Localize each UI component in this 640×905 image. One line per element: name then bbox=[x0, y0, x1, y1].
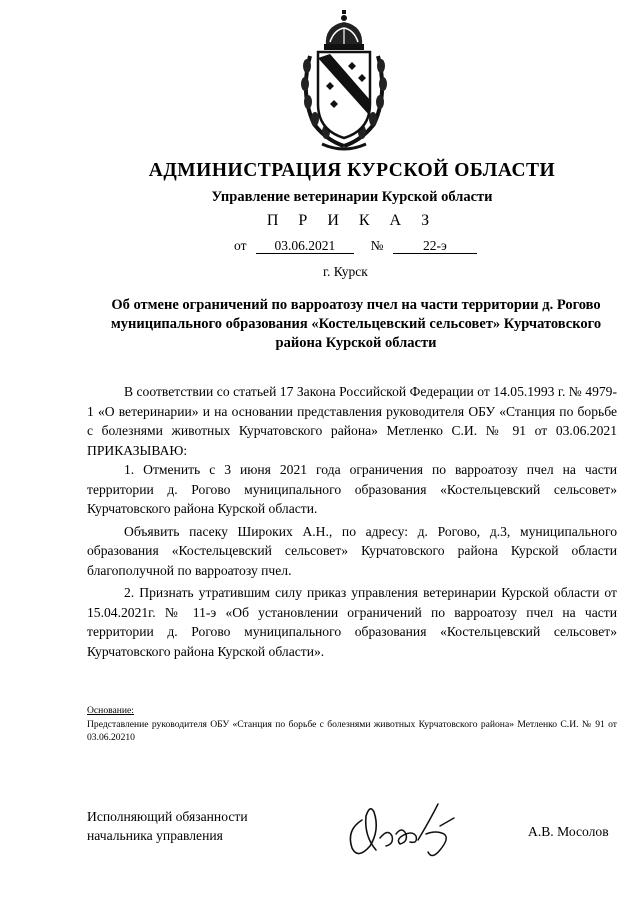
document-type: П Р И К А З bbox=[266, 212, 438, 229]
signer-name: А.В. Мосолов bbox=[528, 824, 609, 839]
body-paragraph: 2. Признать утратившим силу приказ управления ветеринарии Курской области от 15.04.2021г. № 11-э «Об установлении ограничений по варроатозу пчел на части территории д. Рогово муниципального образования «Костельцевский сельсовет» Курчатовского района Курской области». bbox=[87, 585, 617, 659]
order-number: 22-э bbox=[393, 239, 477, 254]
basis-note bbox=[87, 704, 617, 745]
order-date-number-line bbox=[234, 238, 477, 254]
handwritten-signature-icon bbox=[340, 790, 480, 865]
department-title: Управление ветеринарии Курской области bbox=[211, 189, 493, 205]
number-label: № bbox=[370, 238, 384, 253]
signer-position bbox=[87, 807, 248, 845]
kursk-coat-of-arms-icon bbox=[300, 4, 388, 154]
basis-text: Представление руководителя ОБУ «Станция по борьбе с болезнями животных Курчатовского района» Метленко С.И. № 91 от 03.06.20210 bbox=[87, 718, 617, 743]
basis-label: Основание: bbox=[87, 705, 134, 716]
body-paragraph: В соответствии со статьей 17 Закона Российской Федерации от 14.05.1993 г. № 4979-1 «О ветеринарии» и на основании представления руководителя ОБУ «Станция по борьбе с болезнями животных Курчатовского района» Метленко С.И. № 91 от 03.06.2021 ПРИКАЗЫВАЮ: bbox=[87, 384, 617, 458]
signer-position-line: Исполняющий обязанности bbox=[87, 809, 248, 824]
document-subject: Об отмене ограничений по варроатозу пчел на части территории д. Рогово муниципального образования «Костельцевский сельсовет» Курчатовского района Курской области bbox=[110, 297, 602, 351]
body-paragraph: Объявить пасеку Широких А.Н., по адресу: д. Рогово, д.3, муниципального образования «Костельцевский сельсовет» Курчатовского района Курской области благополучной по варроатозу пчел. bbox=[87, 523, 617, 578]
city: г. Курск bbox=[323, 264, 368, 279]
agency-title: АДМИНИСТРАЦИЯ КУРСКОЙ ОБЛАСТИ bbox=[148, 160, 556, 181]
order-date: 03.06.2021 bbox=[256, 239, 354, 254]
document-body bbox=[87, 382, 617, 661]
signer-position-line: начальника управления bbox=[87, 828, 223, 843]
from-label: от bbox=[234, 238, 247, 253]
body-paragraph: 1. Отменить с 3 июня 2021 года ограничения по варроатозу пчел на части территории д. Рогово муниципального образования «Костельцевский сельсовет» Курчатовского района Курской области. bbox=[87, 462, 617, 516]
